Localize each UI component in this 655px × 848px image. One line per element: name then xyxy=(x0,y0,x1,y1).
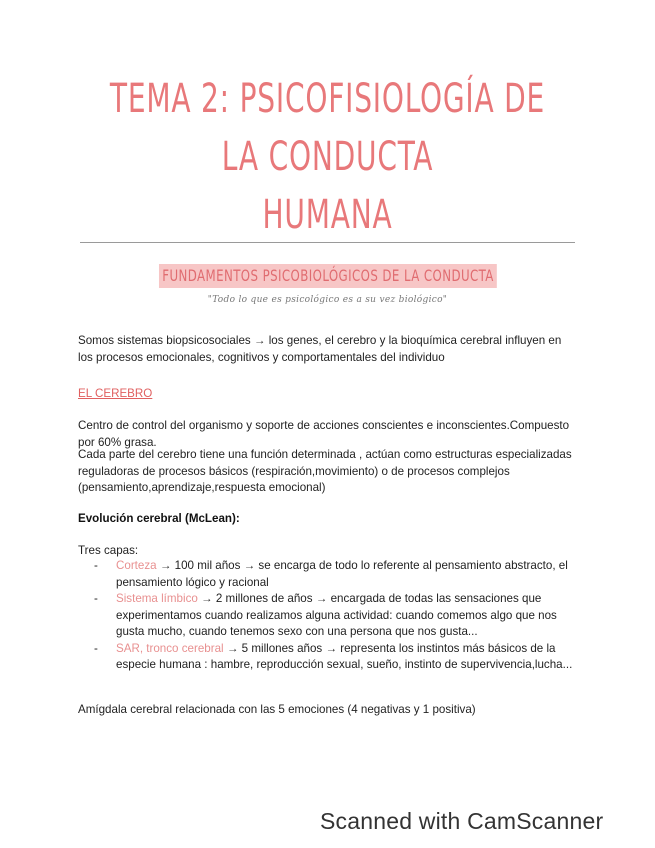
layer-name: Corteza xyxy=(116,559,157,572)
list-dash: - xyxy=(94,592,98,605)
list-item xyxy=(78,641,580,674)
page-title-line-2: HUMANA xyxy=(262,192,393,238)
layer-description: → 5 millones años → representa los instintos más básicos de la especie humana : hambre, reproducción sexual, sueño, instinto de supervivencia,lucha... xyxy=(116,641,573,671)
page-title-line-1: TEMA 2: PSICOFISIOLOGÍA DE LA CONDUCTA xyxy=(109,76,546,180)
evolution-intro: Tres capas: xyxy=(78,544,139,557)
intro-paragraph: Somos sistemas biopsicosociales → los genes, el cerebro y la bioquímica cerebral influyen en los procesos emocionales, cognitivos y comportamentales del individuo xyxy=(78,334,562,364)
section-quote: "Todo lo que es psicológico es a su vez biológico" xyxy=(207,295,448,305)
layer-name: SAR, tronco cerebral xyxy=(116,641,224,655)
list-dash: - xyxy=(94,559,98,572)
list-item xyxy=(78,558,580,591)
brain-layers-list xyxy=(78,558,580,674)
layer-name: Sistema límbico xyxy=(116,592,198,605)
page-title xyxy=(103,70,552,244)
layer-description: → 100 mil años → se encarga de todo lo referente al pensamiento abstracto, el pensamiento lógico y racional xyxy=(116,559,568,589)
brain-paragraph-2: Cada parte del cerebro tiene una función determinada , actúan como estructuras especializadas reguladoras de procesos básicos (respiración,movimiento) o de procesos complejos (pensamiento,aprendizaje,respuesta emocional) xyxy=(78,448,572,494)
layer-description: → 2 millones de años → encargada de todas las sensaciones que experimentamos cuando realizamos alguna actividad: cuando comemos algo que nos gusta mucho, cuando tenemos sexo con una persona que nos gusta... xyxy=(116,592,557,638)
amygdala-paragraph: Amígdala cerebral relacionada con las 5 emociones (4 negativas y 1 positiva) xyxy=(78,703,476,716)
camscanner-watermark: Scanned with CamScanner xyxy=(320,808,604,834)
evolution-heading: Evolución cerebral (McLean): xyxy=(78,512,240,525)
list-dash: - xyxy=(94,641,98,655)
section-title: FUNDAMENTOS PSICOBIOLÓGICOS DE LA CONDUCTA xyxy=(158,264,496,288)
brain-link[interactable]: EL CEREBRO xyxy=(78,387,153,400)
divider xyxy=(80,242,575,243)
list-item xyxy=(78,591,580,641)
brain-paragraph-1: Centro de control del organismo y soporte de acciones conscientes e inconscientes.Compuesto por 60% grasa. xyxy=(78,419,570,449)
